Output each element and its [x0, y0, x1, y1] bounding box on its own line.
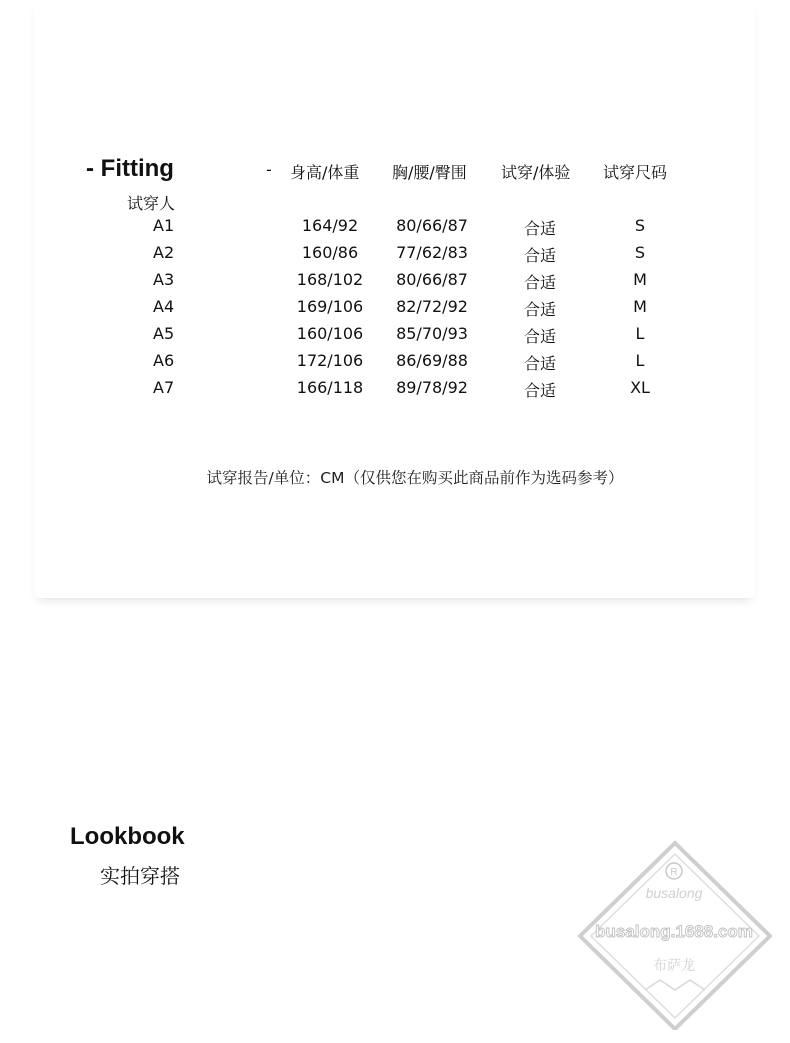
measurements-cell: 80/66/87	[396, 270, 468, 289]
watermark-cn-name: 布萨龙	[653, 958, 695, 974]
height-weight-cell: 168/102	[296, 270, 364, 289]
measurements-cell: 86/69/88	[396, 351, 468, 370]
table-row	[0, 378, 790, 405]
fitting-title: - Fitting	[86, 155, 174, 182]
size-cell: L	[635, 324, 645, 343]
table-row	[0, 243, 790, 270]
height-weight-cell: 172/106	[296, 351, 364, 370]
watermark-registered: R	[670, 867, 678, 878]
header-dash: -	[266, 160, 272, 179]
tester-id-cell: A5	[153, 324, 175, 343]
table-row	[0, 351, 790, 378]
watermark-brand: busalong	[645, 885, 703, 901]
fit-experience-cell: 合适	[523, 246, 556, 265]
lookbook-title: Lookbook	[70, 823, 185, 850]
measurements-cell: 77/62/83	[396, 243, 468, 262]
header-size: 试穿尺码	[603, 163, 668, 182]
height-weight-cell: 160/86	[301, 243, 359, 262]
height-weight-cell: 164/92	[301, 216, 359, 235]
measurements-cell: 82/72/92	[396, 297, 468, 316]
size-cell: S	[634, 243, 646, 262]
header-fit-experience: 试穿/体验	[501, 163, 571, 182]
size-cell: S	[634, 216, 646, 235]
height-weight-cell: 166/118	[296, 378, 364, 397]
measurements-cell: 89/78/92	[396, 378, 468, 397]
tester-id-cell: A7	[153, 378, 175, 397]
header-measurements: 胸/腰/臀围	[392, 163, 467, 182]
size-cell: XL	[630, 378, 650, 397]
size-cell: M	[633, 297, 647, 316]
fit-experience-cell: 合适	[523, 273, 556, 292]
fit-experience-cell: 合适	[523, 354, 556, 373]
brand-watermark	[575, 840, 775, 1030]
fitting-note: 试穿报告/单位：CM（仅供您在购买此商品前作为选码参考）	[206, 469, 624, 487]
lookbook-subtitle: 实拍穿搭	[100, 864, 180, 888]
fit-experience-cell: 合适	[523, 381, 556, 400]
fit-experience-cell: 合适	[523, 300, 556, 319]
table-row	[0, 270, 790, 297]
measurements-cell: 85/70/93	[396, 324, 468, 343]
table-row	[0, 216, 790, 243]
header-height-weight: 身高/体重	[290, 163, 360, 182]
tester-id-cell: A4	[153, 297, 175, 316]
fit-experience-cell: 合适	[523, 327, 556, 346]
tester-id-cell: A1	[153, 216, 175, 235]
header-tester: 试穿人	[127, 194, 176, 213]
size-cell: L	[635, 351, 645, 370]
height-weight-cell: 169/106	[296, 297, 364, 316]
table-row	[0, 297, 790, 324]
tester-id-cell: A2	[153, 243, 175, 262]
height-weight-cell: 160/106	[296, 324, 364, 343]
measurements-cell: 80/66/87	[396, 216, 468, 235]
tester-id-cell: A6	[153, 351, 175, 370]
table-row	[0, 324, 790, 351]
watermark-url: busalong.1688.com	[595, 922, 753, 941]
tester-id-cell: A3	[153, 270, 175, 289]
size-cell: M	[633, 270, 647, 289]
fit-experience-cell: 合适	[523, 219, 556, 238]
